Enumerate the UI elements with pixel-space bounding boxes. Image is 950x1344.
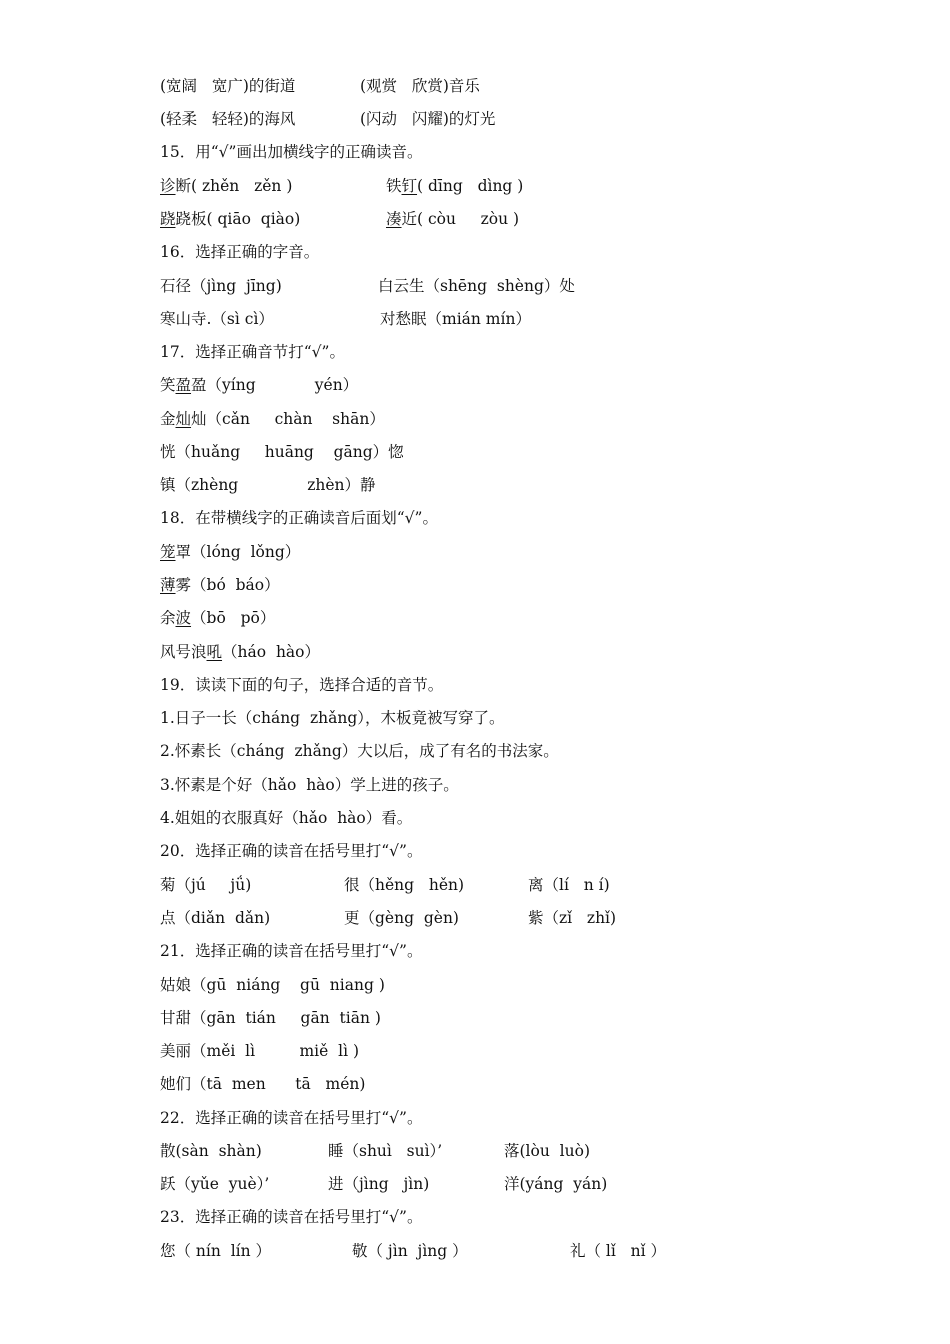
text-segment: 菊（jú jǘ) [160, 876, 252, 894]
text-segment: 进（jìng jìn) [328, 1175, 430, 1193]
text-suffix: 近( còu zòu ) [401, 210, 520, 228]
text-line [160, 236, 860, 269]
text-segment: 更（gèng gèn) [344, 909, 459, 927]
text-segment [160, 636, 320, 669]
text-line [160, 536, 860, 569]
text-segment: 很（hěng hěn) [344, 876, 465, 894]
text-suffix: 盈（yíng yén） [191, 376, 359, 394]
text-segment: 15．用“√”画出加横线字的正确读音。 [160, 143, 423, 161]
text-segment: (观赏 欣赏)音乐 [360, 77, 480, 95]
text-line [160, 869, 860, 902]
text-segment: 23．选择正确的读音在括号里打“√”。 [160, 1208, 423, 1226]
text-line [160, 1002, 860, 1035]
text-prefix: 余 [160, 609, 176, 627]
text-suffix: 断( zhěn zěn ) [175, 177, 293, 195]
text-segment: 1.日子一长（cháng zhǎng），木板竟被写穿了。 [160, 709, 505, 727]
text-line [160, 336, 860, 369]
text-suffix: （háo hào） [222, 643, 320, 661]
text-segment: 2.怀素长（cháng zhǎng）大以后，成了有名的书法家。 [160, 742, 559, 760]
text-segment: 对愁眠（mián mín） [380, 310, 531, 328]
underlined-character: 波 [175, 609, 192, 627]
text-segment: 点（diǎn dǎn) [160, 909, 271, 927]
text-segment: 19．读读下面的句子，选择合适的音节。 [160, 676, 444, 694]
text-line [160, 1068, 860, 1101]
text-line [160, 103, 860, 136]
text-line [160, 1102, 860, 1135]
underlined-character: 凑 [386, 210, 402, 228]
text-segment: 20．选择正确的读音在括号里打“√”。 [160, 842, 423, 860]
text-line [160, 1201, 860, 1234]
text-line [160, 436, 860, 469]
text-prefix: 风号浪 [160, 643, 207, 661]
text-segment: 跃（yǔe yuè）’ [160, 1175, 270, 1193]
text-segment: 美丽（měi lì miě lì ) [160, 1042, 360, 1060]
text-line [160, 735, 860, 768]
text-prefix: 铁 [386, 177, 402, 195]
text-line [160, 802, 860, 835]
text-segment [386, 203, 519, 236]
text-line [160, 969, 860, 1002]
text-segment: 姑娘（gū niáng gū niang ) [160, 976, 385, 994]
text-line [160, 835, 860, 868]
text-line [160, 702, 860, 735]
text-segment: 石径（jìng jīng) [160, 277, 282, 295]
text-segment: 16．选择正确的字音。 [160, 243, 320, 261]
text-segment: 镇（zhèng zhèn）静 [160, 476, 376, 494]
text-line [160, 935, 860, 968]
text-line [160, 270, 860, 303]
text-segment [160, 403, 385, 436]
text-line [160, 1135, 860, 1168]
text-line [160, 602, 860, 635]
text-segment [160, 569, 280, 602]
text-suffix: ( dīng dìng ) [417, 177, 524, 195]
text-segment: 3.怀素是个好（hǎo hào）学上进的孩子。 [160, 776, 459, 794]
text-segment: 离（lí n í) [528, 876, 610, 894]
text-suffix: 跷板( qiāo qiào) [175, 210, 301, 228]
text-line [160, 1035, 860, 1068]
text-segment: 4.姐姐的衣服真好（hǎo hào）看。 [160, 809, 413, 827]
underlined-character: 诊 [160, 177, 176, 195]
text-line [160, 403, 860, 436]
text-segment: 甘甜（gān tián gān tiān ) [160, 1009, 381, 1027]
text-suffix: 灿（cǎn chàn shān） [191, 410, 385, 428]
underlined-character: 钉 [401, 177, 418, 195]
text-segment: 敬（ jìn jìng ） [352, 1242, 468, 1260]
text-segment: 落(lòu luò) [504, 1142, 590, 1160]
underlined-character: 笼 [160, 543, 176, 561]
text-segment: 18．在带横线字的正确读音后面划“√”。 [160, 509, 438, 527]
text-prefix: 笑 [160, 376, 176, 394]
text-line [160, 669, 860, 702]
text-line [160, 569, 860, 602]
text-line [160, 769, 860, 802]
text-prefix: 金 [160, 410, 176, 428]
text-line [160, 1168, 860, 1201]
text-line [160, 203, 860, 236]
underlined-character: 跷 [160, 210, 176, 228]
text-line [160, 1235, 860, 1268]
text-segment: 21．选择正确的读音在括号里打“√”。 [160, 942, 423, 960]
text-segment: 睡（shuì suì）’ [328, 1142, 443, 1160]
text-suffix: 罩（lóng lǒng） [175, 543, 301, 561]
text-segment: (轻柔 轻轻)的海风 [160, 110, 296, 128]
text-suffix: 雾（bó báo） [175, 576, 280, 594]
text-line [160, 303, 860, 336]
text-segment: 白云生（shēng shèng）处 [378, 277, 575, 295]
text-segment: 洋(yáng yán) [504, 1175, 608, 1193]
text-line [160, 136, 860, 169]
text-segment: 散(sàn shàn) [160, 1142, 262, 1160]
text-line [160, 70, 860, 103]
underlined-character: 灿 [175, 410, 192, 428]
text-segment: 寒山寺.（sì cì） [160, 310, 274, 328]
text-line [160, 636, 860, 669]
text-segment [160, 602, 275, 635]
text-line [160, 502, 860, 535]
underlined-character: 薄 [160, 576, 176, 594]
text-segment [160, 203, 300, 236]
underlined-character: 吼 [206, 643, 223, 661]
text-segment [386, 170, 523, 203]
text-suffix: （bō pō） [191, 609, 276, 627]
text-segment: 紫（zǐ zhǐ) [528, 909, 617, 927]
text-line [160, 170, 860, 203]
text-segment: 恍（huǎng huāng gāng）惚 [160, 443, 404, 461]
text-segment [160, 170, 292, 203]
text-segment: 您（ nín lín ） [160, 1242, 272, 1260]
text-line [160, 469, 860, 502]
text-segment: 她们（tā men tā mén) [160, 1075, 366, 1093]
underlined-character: 盈 [175, 376, 192, 394]
text-segment [160, 536, 300, 569]
text-segment [160, 369, 358, 402]
text-line [160, 369, 860, 402]
text-segment: (宽阔 宽广)的街道 [160, 77, 296, 95]
text-line [160, 902, 860, 935]
text-segment: 礼（ lǐ nǐ ） [570, 1242, 666, 1260]
text-segment: 22．选择正确的读音在括号里打“√”。 [160, 1109, 423, 1127]
text-segment: 17．选择正确音节打“√”。 [160, 343, 345, 361]
text-segment: (闪动 闪耀)的灯光 [360, 110, 496, 128]
